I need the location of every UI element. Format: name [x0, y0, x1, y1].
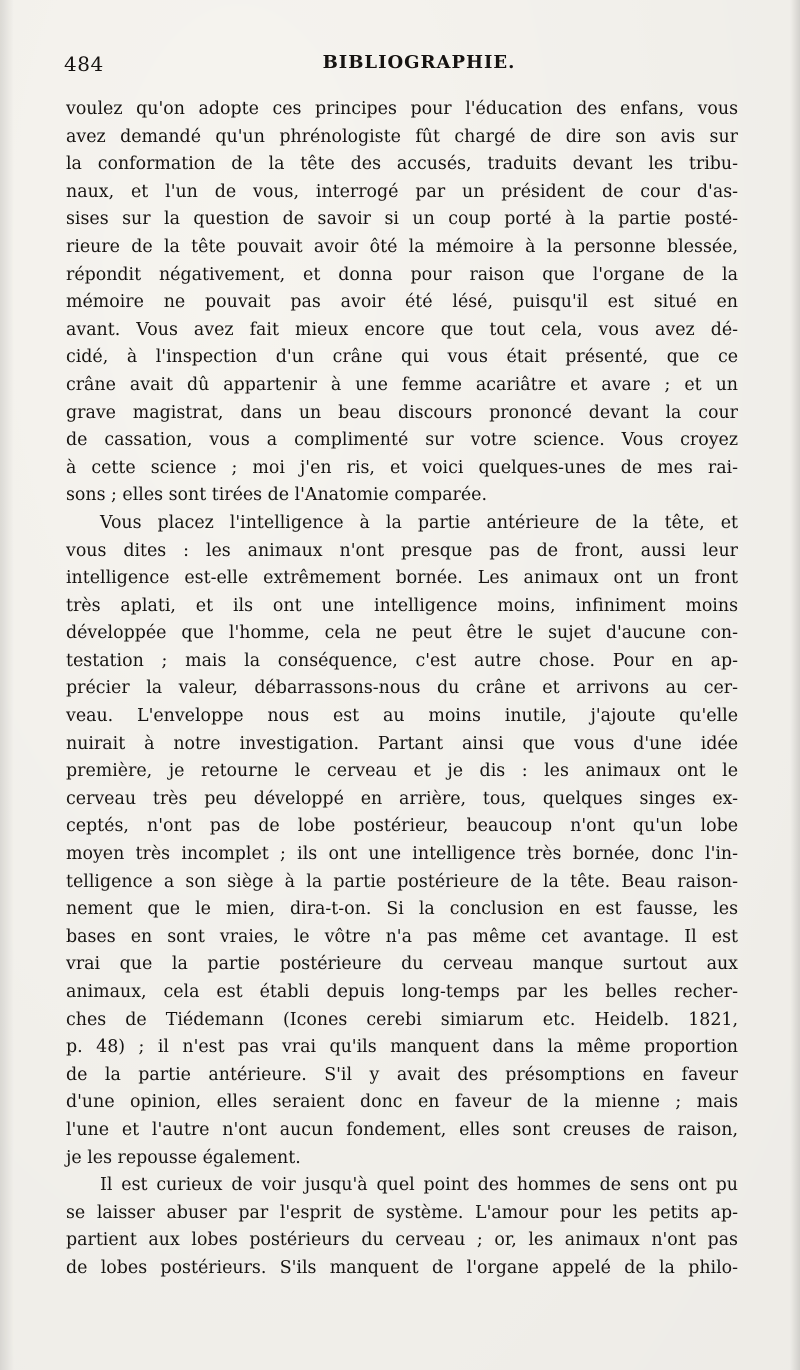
text-line: ches de Tiédemann (Icones cerebi simiarum etc. Heidelb. 1821, — [66, 1009, 738, 1030]
text-line: précier la valeur, débarrassons-nous du crâne et arrivons au cer- — [66, 678, 738, 699]
text-line: telligence a son siège à la partie postérieure de la tête. Beau raison- — [66, 871, 738, 892]
text-line: répondit négativement, et donna pour raison que l'organe de la — [66, 264, 738, 285]
text-line: de la partie antérieure. S'il y avait des présomptions en faveur — [66, 1064, 738, 1085]
text-line: je les repousse également. — [66, 1147, 301, 1168]
text-line: avez demandé qu'un phrénologiste fût chargé de dire son avis sur — [66, 126, 738, 147]
text-line: cerveau très peu développé en arrière, tous, quelques singes ex- — [66, 788, 738, 809]
page-edge-shadow-right — [790, 0, 800, 1370]
text-line: ceptés, n'ont pas de lobe postérieur, beaucoup n'ont qu'un lobe — [66, 816, 738, 837]
text-line: première, je retourne le cerveau et je dis : les animaux ont le — [66, 761, 738, 782]
text-line: la conformation de la tête des accusés, traduits devant les tribu- — [66, 154, 738, 175]
text-line: intelligence est-elle extrêmement bornée. Les animaux ont un front — [66, 568, 738, 589]
text-line: sons ; elles sont tirées de l'Anatomie comparée. — [66, 485, 487, 506]
text-line: rieure de la tête pouvait avoir ôté la mémoire à la personne blessée, — [66, 236, 738, 257]
text-line: à cette science ; moi j'en ris, et voici quelques-unes de mes rai- — [66, 457, 738, 478]
text-line: de cassation, vous a complimenté sur votre science. Vous croyez — [66, 430, 738, 451]
paragraph — [66, 96, 738, 510]
text-line: de lobes postérieurs. S'ils manquent de l'organe appelé de la philo- — [66, 1257, 738, 1278]
text-line: veau. L'enveloppe nous est au moins inutile, j'ajoute qu'elle — [66, 706, 738, 727]
text-line: testation ; mais la conséquence, c'est autre chose. Pour en ap- — [66, 650, 738, 671]
page-number: 484 — [64, 52, 104, 76]
page-header — [64, 52, 744, 82]
paragraph — [66, 1172, 738, 1282]
text-line: mémoire ne pouvait pas avoir été lésé, puisqu'il est situé en — [66, 292, 738, 313]
text-line: grave magistrat, dans un beau discours prononcé devant la cour — [66, 402, 738, 423]
paragraph — [66, 510, 738, 1172]
text-line: naux, et l'un de vous, interrogé par un président de cour d'as- — [66, 181, 738, 202]
text-line: bases en sont vraies, le vôtre n'a pas même cet avantage. Il est — [66, 926, 738, 947]
text-line: vous dites : les animaux n'ont presque pas de front, aussi leur — [66, 540, 738, 561]
text-line: sises sur la question de savoir si un coup porté à la partie posté- — [66, 209, 738, 230]
text-line: développée que l'homme, cela ne peut être le sujet d'aucune con- — [66, 623, 738, 644]
text-line: moyen très incomplet ; ils ont une intelligence très bornée, donc l'in- — [66, 844, 738, 865]
text-line: crâne avait dû appartenir à une femme acariâtre et avare ; et un — [66, 374, 738, 395]
text-line: voulez qu'on adopte ces principes pour l'éducation des enfans, vous — [66, 99, 738, 119]
text-line: vrai que la partie postérieure du cerveau manque surtout aux — [66, 954, 738, 975]
text-line: d'une opinion, elles seraient donc en faveur de la mienne ; mais — [66, 1092, 738, 1113]
text-line: se laisser abuser par l'esprit de système. L'amour pour les petits ap- — [66, 1202, 738, 1223]
text-line: cidé, à l'inspection d'un crâne qui vous était présenté, que ce — [66, 347, 738, 368]
page-edge-shadow-left — [0, 0, 14, 1370]
text-line: p. 48) ; il n'est pas vrai qu'ils manquent dans la même proportion — [66, 1037, 738, 1058]
text-line: nement que le mien, dira-t-on. Si la conclusion en est fausse, les — [66, 899, 738, 920]
text-line: animaux, cela est établi depuis long-temps par les belles recher- — [66, 982, 738, 1002]
text-line: nuirait à notre investigation. Partant ainsi que vous d'une idée — [66, 733, 738, 754]
text-line: partient aux lobes postérieurs du cerveau ; or, les animaux n'ont pas — [66, 1230, 738, 1251]
running-head: BIBLIOGRAPHIE. — [322, 52, 516, 73]
body-text — [66, 96, 738, 1283]
text-line: avant. Vous avez fait mieux encore que tout cela, vous avez dé- — [66, 319, 738, 340]
text-line: l'une et l'autre n'ont aucun fondement, elles sont creuses de raison, — [66, 1119, 738, 1140]
text-line: Vous placez l'intelligence à la partie antérieure de la tête, et — [100, 512, 738, 533]
text-line: Il est curieux de voir jusqu'à quel point des hommes de sens ont pu — [100, 1175, 738, 1196]
text-line: très aplati, et ils ont une intelligence moins, infiniment moins — [66, 595, 738, 616]
